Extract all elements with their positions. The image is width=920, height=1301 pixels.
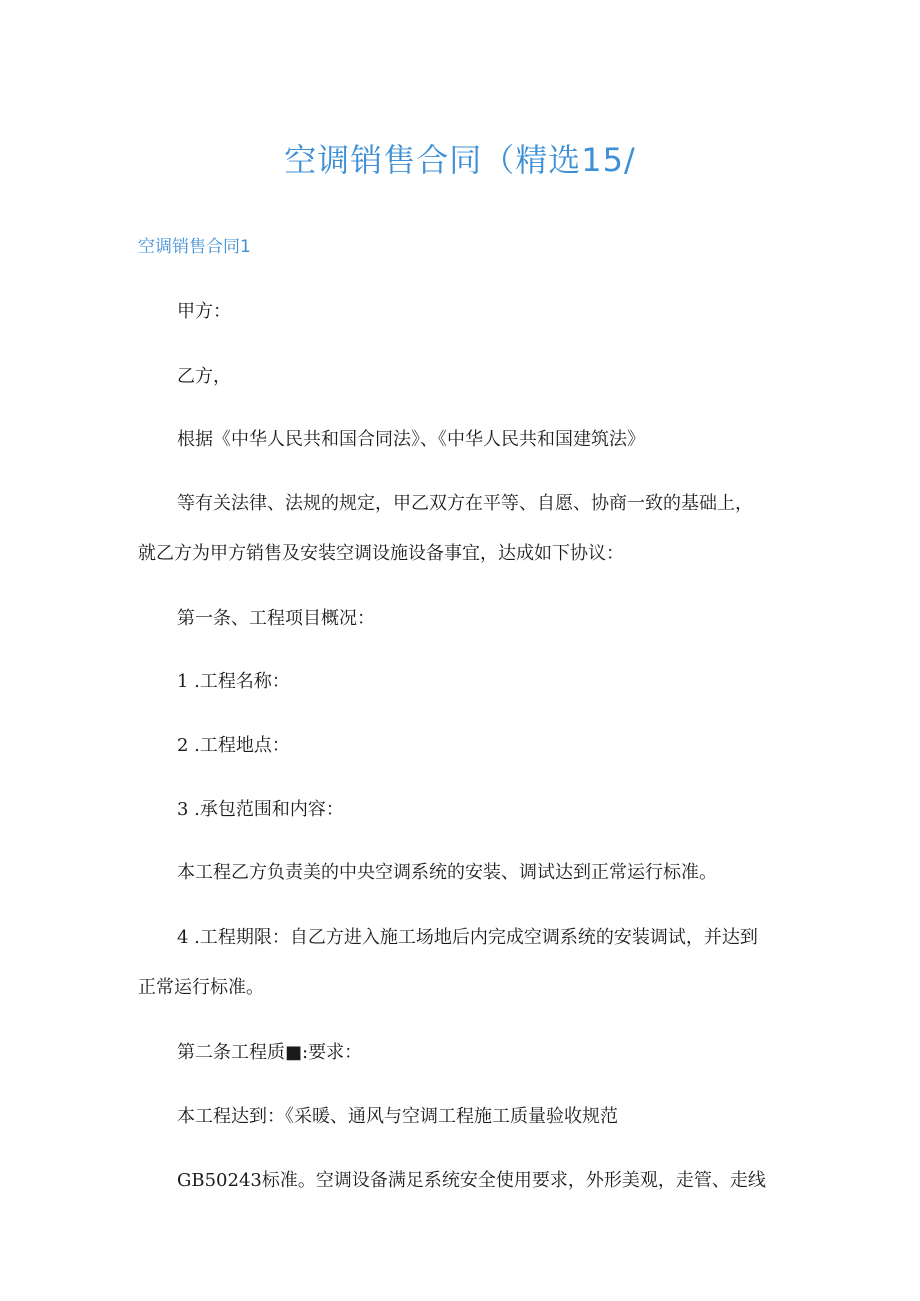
- scope-description: 本工程乙方负责美的中央空调系统的安装、调试达到正常运行标准。: [177, 862, 717, 883]
- project-name-line: 1 .工程名称：: [177, 671, 290, 692]
- party-b-line: 乙方，: [177, 366, 231, 387]
- article-one-heading: 第一条、工程项目概况：: [177, 608, 375, 629]
- project-period-continued: 正常运行标准。: [138, 977, 264, 998]
- project-location-line: 2 .工程地点：: [177, 735, 290, 756]
- quality-standard-continued: GB50243标准。空调设备满足系统安全使用要求，外形美观，走管、走线: [177, 1170, 766, 1191]
- legal-basis-continued: 等有关法律、法规的规定，甲乙双方在平等、自愿、协商一致的基础上，: [177, 493, 753, 514]
- document-title: 空调销售合同（精选15/: [284, 141, 636, 179]
- quality-standard-line: 本工程达到：《采暖、通风与空调工程施工质量验收规范: [177, 1106, 618, 1127]
- section-heading: 空调销售合同1: [138, 237, 251, 257]
- project-period-line: 4 .工程期限：自乙方进入施工场地后内完成空调系统的安装调试，并达到: [177, 927, 758, 948]
- article-two-heading: 第二条工程质■:要求：: [177, 1042, 363, 1063]
- party-a-line: 甲方：: [177, 301, 231, 322]
- contract-scope-line: 3 .承包范围和内容：: [177, 799, 344, 820]
- legal-basis-line: 根据《中华人民共和国合同法》、《中华人民共和国建筑法》: [177, 429, 645, 450]
- agreement-purpose: 就乙方为甲方销售及安装空调设施设备事宜，达成如下协议：: [138, 543, 624, 564]
